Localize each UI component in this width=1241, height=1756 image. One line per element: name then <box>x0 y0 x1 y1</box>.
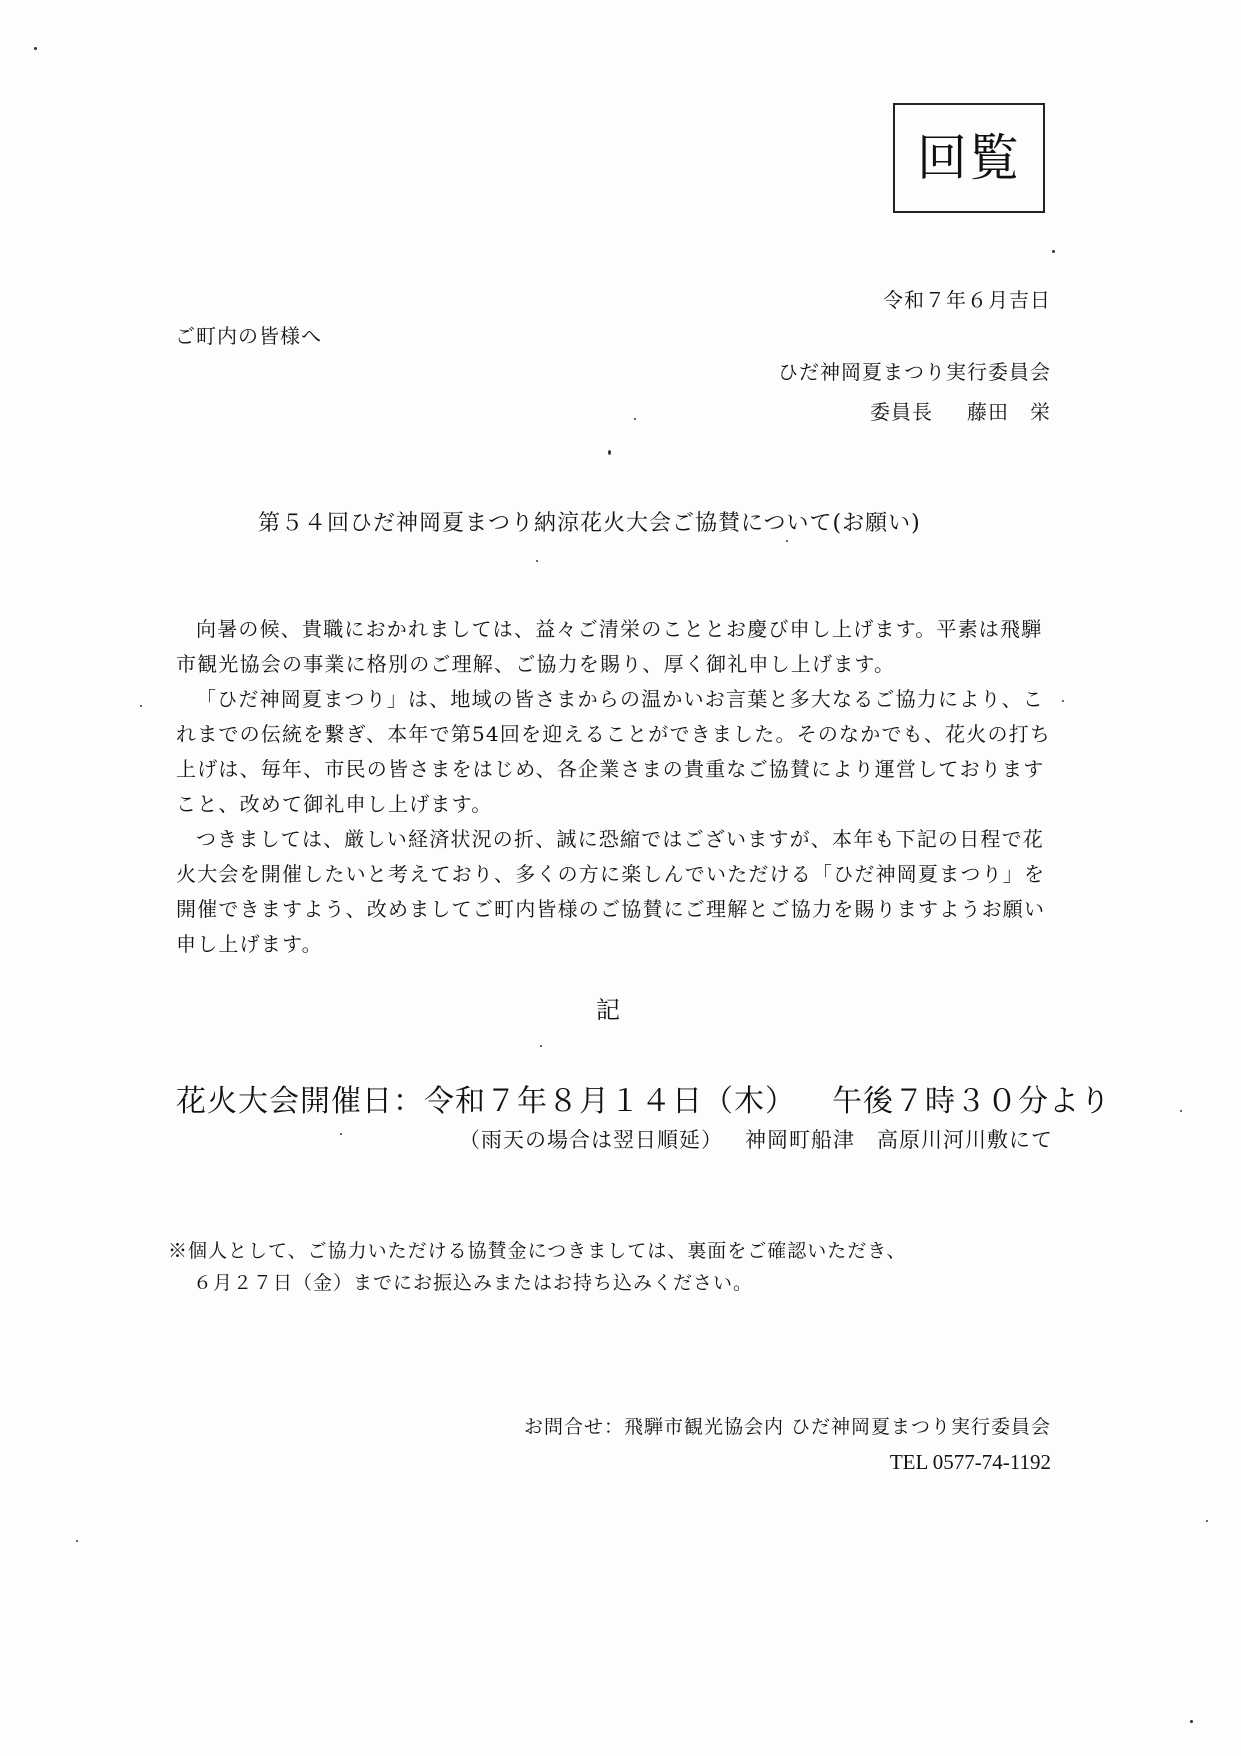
scan-speck <box>1052 250 1055 253</box>
scan-speck <box>340 1133 342 1135</box>
scan-speck <box>34 47 37 50</box>
document-date: 令和７年６月吉日 <box>883 288 1051 312</box>
sponsorship-note-line2: ６月２７日（金）までにお振込みまたはお持ち込みください。 <box>193 1272 754 1294</box>
body-paragraph: 「ひだ神岡夏まつり」は、地域の皆さまからの温かいお言葉と多大なるご協力により、これまでの伝統を繋ぎ、本年で第54回を迎えることができました。そのなかでも、花火の打ち上げは、毎年、市民の皆さまをはじめ、各企業さまの貴重なご協賛により運営しておりますこと、改めて御礼申し上げます。 <box>176 687 1052 816</box>
event-line <box>176 1076 1111 1120</box>
scan-speck <box>1062 700 1064 702</box>
chair-title: 委員長 <box>870 400 933 424</box>
scan-speck <box>634 418 636 420</box>
scan-speck <box>140 705 142 707</box>
chair-name: 藤田 栄 <box>967 400 1051 424</box>
contact-phone: TEL 0577-74-1192 <box>889 1450 1051 1474</box>
scan-speck <box>76 1540 78 1542</box>
scan-speck <box>1206 1520 1208 1522</box>
sponsorship-note-line1: ※個人として、ご協力いただける協賛金につきましては、裏面をご確認いただき、 <box>168 1240 907 1262</box>
scan-speck <box>540 1045 542 1047</box>
body-paragraph: 向暑の候、貴職におかれましては、益々ご清栄のこととお慶び申し上げます。平素は飛騨市観光協会の事業に格別のご理解、ご協力を賜り、厚く御礼申し上げます。 <box>176 617 1043 676</box>
event-time: 午後７時３０分より <box>832 1084 1111 1119</box>
ki-heading: 記 <box>596 996 620 1024</box>
scan-speck <box>1180 1110 1182 1112</box>
event-label: 花火大会開催日： <box>176 1084 424 1119</box>
sender-organization: ひだ神岡夏まつり実行委員会 <box>778 360 1051 384</box>
rain-note: （雨天の場合は翌日順延） <box>459 1128 723 1152</box>
scan-speck <box>536 560 538 562</box>
scan-speck <box>1190 1720 1193 1723</box>
contact-info: お問合せ：飛騨市観光協会内 ひだ神岡夏まつり実行委員会 <box>523 1416 1051 1438</box>
body-text <box>176 612 1056 962</box>
document-title: 第５４回ひだ神岡夏まつり納涼花火大会ご協賛について(お願い) <box>258 511 921 536</box>
scan-speck <box>608 450 611 455</box>
body-paragraph: つきましては、厳しい経済状況の折、誠に恐縮ではございますが、本年も下記の日程で花火大会を開催したいと考えており、多くの方に楽しんでいただける「ひだ神岡夏まつり」を開催できますよう、改めましてご町内皆様のご協賛にご理解とご協力を賜りますようお願い申し上げます。 <box>176 827 1046 956</box>
scan-speck <box>786 540 788 542</box>
venue-town: 神岡町船津 <box>745 1128 855 1152</box>
venue-line <box>459 1124 1053 1154</box>
event-date: 令和７年８月１４日（木） <box>424 1084 796 1119</box>
circulation-stamp: 回覧 <box>893 103 1045 213</box>
venue-site: 高原川河川敷にて <box>877 1128 1053 1152</box>
recipient: ご町内の皆様へ <box>175 324 322 348</box>
sender-chair <box>870 396 1051 425</box>
